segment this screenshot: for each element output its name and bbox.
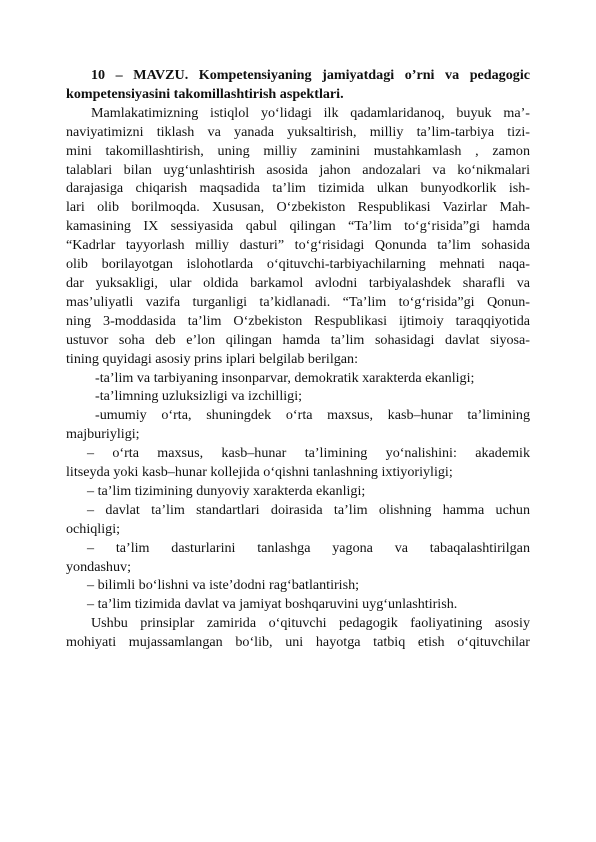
- text-line: “Kadrlar tayyorlash milliy dasturi” to‘g‘risidagi Qonunda ta’lim sohasida: [66, 237, 530, 254]
- text-line: lari olib borilmoqda. Xususan, O‘zbekiston Respublikasi Vazirlar Mah-: [66, 199, 530, 216]
- text-line: naviyatimizni tiklash va yanada yuksaltirish, milliy ta’lim-tarbiya tizi-: [66, 123, 530, 140]
- list-item: – bilimli bo‘lishni va iste’dodni rag‘batlantirish;: [87, 577, 360, 594]
- list-item: – o‘rta maxsus, kasb–hunar ta’limining yo‘nalishini: akademik: [87, 445, 530, 462]
- text-line: ning 3-moddasida ta’lim O‘zbekiston Respublikasi ijtimoiy taraqqiyotida: [66, 312, 530, 329]
- document-page: [66, 66, 530, 652]
- text-line: tining quyidagi asosiy prins iplari belgilab berilgan:: [66, 350, 359, 367]
- list-item: -umumiy o‘rta, shuningdek o‘rta maxsus, kasb–hunar ta’limining: [95, 407, 530, 424]
- text-line: kamasining IX sessiyasida qabul qilingan “Ta’lim to‘g‘risida”gi hamda: [66, 218, 530, 235]
- text-line: ustuvor soha deb e’lon qilingan hamda ta’lim sohasidagi davlat siyosa-: [66, 331, 530, 348]
- text-line: mas’uliyatli vazifa turganligi ta’kidlanadi. “Ta’lim to‘g‘risida”gi Qonun-: [66, 293, 530, 310]
- text-line: mohiyati mujassamlangan bo‘lib, uni hayotga tatbiq etish o‘qituvchilar: [66, 634, 530, 651]
- list-item: -ta’lim va tarbiyaning insonparvar, demokratik xarakterda ekanligi;: [95, 369, 475, 386]
- list-item-continued: ochiqligi;: [66, 520, 121, 537]
- list-item: – ta’lim tizimining dunyoviy xarakterda ekanligi;: [87, 482, 366, 499]
- document-title: [66, 66, 530, 104]
- paragraph-closing: [66, 614, 530, 652]
- text-line: darajasiga chiqarish maqsadida ta’lim tizimida ulkan bunyodkorlik ish-: [66, 180, 530, 197]
- list-item: – davlat ta’lim standartlari doirasida ta’lim olishning hamma uchun: [87, 501, 530, 518]
- title-line: 10 – MAVZU. Kompetensiyaning jamiyatdagi o’rni va pedagogic: [91, 67, 530, 83]
- list-item: – ta’lim tizimida davlat va jamiyat boshqaruvini uyg‘unlashtirish.: [87, 596, 458, 613]
- list-item-continued: yondashuv;: [66, 558, 131, 575]
- principles-list: [66, 369, 530, 615]
- text-line: dar yuksakligi, ular oldida barkamol avlodni tarbiyalashdek sharafli va: [66, 274, 530, 291]
- list-item: -ta’limning uzluksizligi va izchilligi;: [95, 388, 303, 405]
- text-line: olib borilayotgan islohotlarda o‘qituvchi-tarbiyachilarning mehnati naqa-: [66, 256, 530, 273]
- text-line: Mamlakatimizning istiqlol yo‘lidagi ilk qadamlaridanoq, buyuk ma’-: [91, 104, 530, 121]
- paragraph-intro: [66, 104, 530, 369]
- list-item: – ta’lim dasturlarini tanlashga yagona va tabaqalashtirilgan: [87, 539, 530, 556]
- text-line: mini takomillashtirish, uning milliy zaminini mustahkamlash , zamon: [66, 142, 530, 159]
- text-line: Ushbu prinsiplar zamirida o‘qituvchi pedagogik faoliyatining asosiy: [91, 615, 530, 632]
- text-line: talablari bilan uyg‘unlashtirish asosida jahon andozalari va ko‘nikmalari: [66, 161, 530, 178]
- list-item-continued: litseyda yoki kasb–hunar kollejida o‘qishni tanlashning ixtiyoriyligi;: [66, 464, 453, 481]
- list-item-continued: majburiyligi;: [66, 426, 140, 443]
- title-line: kompetensiyasini takomillashtirish aspektlari.: [66, 85, 344, 102]
